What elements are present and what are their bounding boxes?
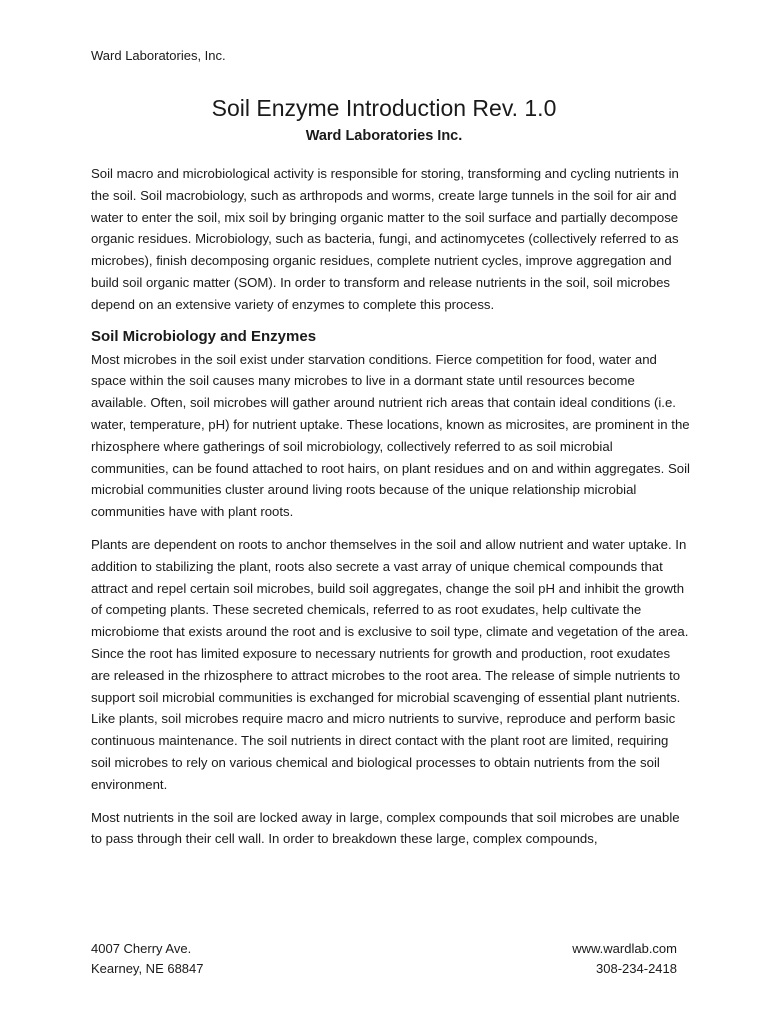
footer-contact (572, 939, 677, 979)
document-body (91, 163, 691, 850)
footer-address-line-2: Kearney, NE 68847 (91, 961, 204, 976)
footer-address (91, 939, 204, 979)
body-paragraph-2: Plants are dependent on roots to anchor themselves in the soil and allow nutrient and water uptake. In addition to stabilizing the plant, roots also secrete a vast array of unique chemical compounds that attract and repel certain soil microbes, build soil aggregates, change the soil pH and inhibit the growth of competing plants. These secreted chemicals, referred to as root exudates, help cultivate the microbiome that exists around the root and is exclusive to soil type, climate and vegetation of the area. Since the root has limited exposure to necessary nutrients for growth and production, root exudates are released in the rhizosphere to attract microbes to the root area. The release of simple nutrients to support soil microbial communities is exchanged for microbial scavenging of essential plant nutrients. Like plants, soil microbes require macro and micro nutrients to survive, reproduce and perform basic continuous maintenance. The soil nutrients in direct contact with the plant root are limited, requiring soil microbes to rely on various chemical and biological processes to obtain nutrients from the soil environment. (91, 536, 689, 792)
page-header (91, 47, 226, 65)
body-paragraph-3: Most nutrients in the soil are locked away in large, complex compounds that soil microbes are unable to pass through their cell wall. In order to breakdown these large, complex compounds, (91, 809, 680, 847)
body-paragraph-1: Most microbes in the soil exist under starvation conditions. Fierce competition for food, water and space within the soil causes many microbes to live in a dormant state until resources become available. Often, soil microbes will gather around nutrient rich areas that contain ideal conditions (i.e. water, temperature, pH) for nutrient uptake. These locations, known as microsites, are prominent in the rhizosphere where gatherings of soil microbiology, collectively referred to as soil microbial communities, can be found attached to root hairs, on plant residues and on and within aggregates. Soil microbial communities cluster around living roots because of the unique relationship microbial communities have with plant roots. (91, 351, 690, 520)
intro-paragraph: Soil macro and microbiological activity is responsible for storing, transforming and cycling nutrients in the soil. Soil macrobiology, such as arthropods and worms, create large tunnels in the soil for air and water to enter the soil, mix soil by bringing organic matter to the soil surface and partially decompose organic residues. Microbiology, such as bacteria, fungi, and actinomycetes (collectively referred to as microbes), finish decomposing organic residues, complete nutrient cycles, improve aggregation and build soil organic matter (SOM). In order to transform and release nutrients in the soil, soil microbes depend on an extensive variety of enzymes to complete this process. (91, 166, 679, 312)
section-heading: Soil Microbiology and Enzymes (91, 327, 317, 345)
header-company-name: Ward Laboratories, Inc. (91, 48, 226, 63)
document-title: Soil Enzyme Introduction Rev. 1.0 (211, 95, 557, 121)
footer-address-line-1: 4007 Cherry Ave. (91, 941, 192, 956)
footer-website: www.wardlab.com (572, 941, 677, 956)
footer-phone: 308-234-2418 (596, 961, 677, 976)
document-subtitle: Ward Laboratories Inc. (305, 128, 463, 144)
